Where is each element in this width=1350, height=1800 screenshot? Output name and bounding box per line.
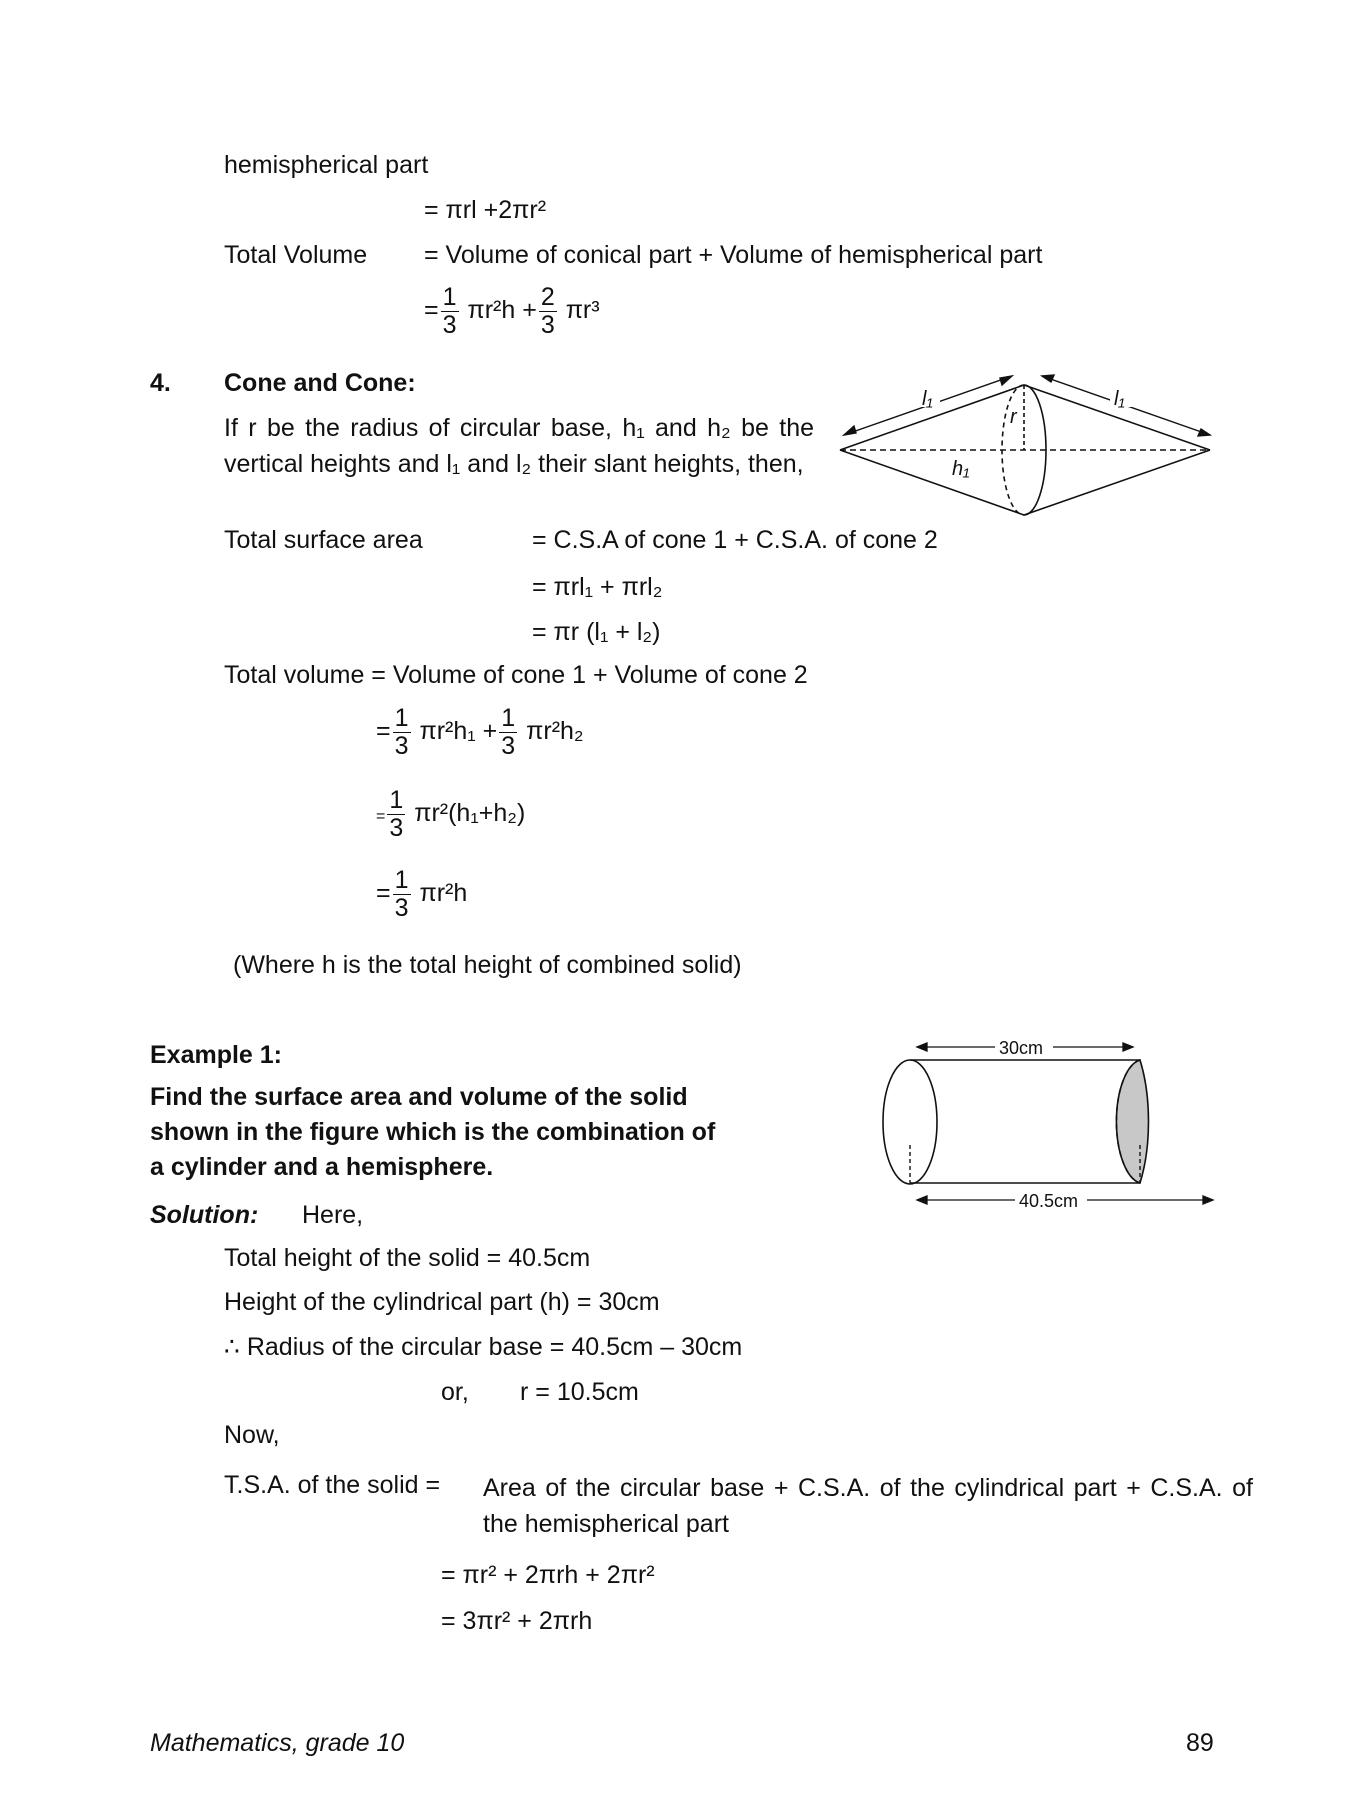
arrow-head — [1123, 1043, 1133, 1051]
arrow-head — [1203, 1196, 1213, 1204]
hemispherical-part-label: hemispherical part — [224, 151, 429, 179]
total-volume-line: Total volume = Volume of cone 1 + Volume of cone 2 — [224, 661, 808, 689]
now-text: Now, — [224, 1421, 280, 1449]
arrow-head — [1000, 376, 1012, 385]
left-slant-label: l₁ — [922, 388, 933, 410]
fraction-one-third: $\frac{1}{3}$ — [389, 786, 404, 842]
right-cone-lower-slant — [1024, 450, 1210, 515]
arrow-head — [844, 426, 856, 435]
radius-value: r = 10.5cm — [520, 1378, 639, 1406]
section-number: 4. — [150, 369, 171, 397]
section-title: Cone and Cone: — [224, 369, 416, 397]
double-cone-diagram — [830, 365, 1230, 530]
cylinder-hemisphere-diagram — [875, 1035, 1220, 1215]
volume-line-3: = $\frac{1}{3}$ πr²h — [376, 866, 468, 922]
height-note: (Where h is the total height of combined solid) — [233, 951, 742, 979]
height-label: h₁ — [952, 458, 970, 480]
fraction-one-third: $\frac{1}{3}$ — [501, 704, 516, 760]
tsa-formula-line: = πrl +2πr² — [424, 196, 547, 224]
example-title: Example 1: — [150, 1041, 283, 1069]
fraction-two-thirds: $\frac{2}{3}$ — [540, 283, 555, 339]
radius-line: ∴ Radius of the circular base = 40.5cm – 30cm — [224, 1333, 743, 1361]
total-height-line: Total height of the solid = 40.5cm — [224, 1244, 591, 1272]
volume-line-1: = $\frac{1}{3}$ πr²h₁ + $\frac{1}{3}$ πr²h₂ — [376, 704, 584, 760]
tsa-line-1: = C.S.A of cone 1 + C.S.A. of cone 2 — [532, 526, 938, 554]
tsa-solid-label: T.S.A. of the solid = — [224, 1471, 441, 1499]
radius-label: r — [1010, 406, 1017, 428]
example-question: Find the surface area and volume of the solid shown in the figure which is the combination of a cylinder and a hemisphere. — [150, 1083, 716, 1181]
fraction-one-third: $\frac{1}{3}$ — [394, 866, 409, 922]
cylinder-height-line: Height of the cylindrical part (h) = 30cm — [224, 1288, 660, 1316]
solution-label: Solution: — [150, 1201, 259, 1229]
arrow-head — [917, 1043, 927, 1051]
footer-book-title: Mathematics, grade 10 — [150, 1729, 405, 1757]
tsa-solid-line-3: = 3πr² + 2πrh — [441, 1607, 593, 1635]
total-volume-equation: = Volume of conical part + Volume of hemispherical part — [424, 241, 1043, 269]
cone-cone-paragraph: If r be the radius of circular base, h₁ and h₂ be the vertical heights and l₁ and l₂ their slant heights, then, — [224, 414, 814, 478]
hemisphere-shaded — [1116, 1060, 1148, 1183]
tsa-label: Total surface area — [224, 526, 423, 554]
length-40-5cm-label: 40.5cm — [1019, 1191, 1079, 1211]
right-slant-label: l₁ — [1114, 388, 1125, 410]
length-30cm-label: 30cm — [999, 1038, 1044, 1058]
arrow-head — [917, 1196, 927, 1204]
tsa-line-3: = πr (l₁ + l₂) — [532, 618, 661, 646]
tsa-line-2: = πrl₁ + πrl₂ — [532, 573, 663, 601]
here-text: Here, — [302, 1201, 364, 1229]
volume-line-2: = $\frac{1}{3}$ πr²(h₁+h₂) — [376, 786, 526, 842]
arrow-head — [1198, 429, 1210, 436]
tsa-solid-description: Area of the circular base + C.S.A. of the cylindrical part + C.S.A. of the hemispherical part — [483, 1474, 1253, 1538]
volume-formula: = $\frac{1}{3}$ πr²h + $\frac{2}{3}$ πr³ — [424, 283, 600, 339]
arrow-head — [1042, 375, 1054, 382]
tsa-solid-line-2: = πr² + 2πrh + 2πr² — [441, 1561, 655, 1589]
or-text: or, — [441, 1378, 469, 1406]
left-cone-lower-slant — [840, 450, 1024, 515]
cylinder-left-base — [883, 1060, 937, 1184]
page-number: 89 — [1186, 1729, 1214, 1757]
total-volume-label: Total Volume — [224, 241, 368, 269]
fraction-one-third: $\frac{1}{3}$ — [442, 283, 457, 339]
fraction-one-third: $\frac{1}{3}$ — [394, 704, 409, 760]
